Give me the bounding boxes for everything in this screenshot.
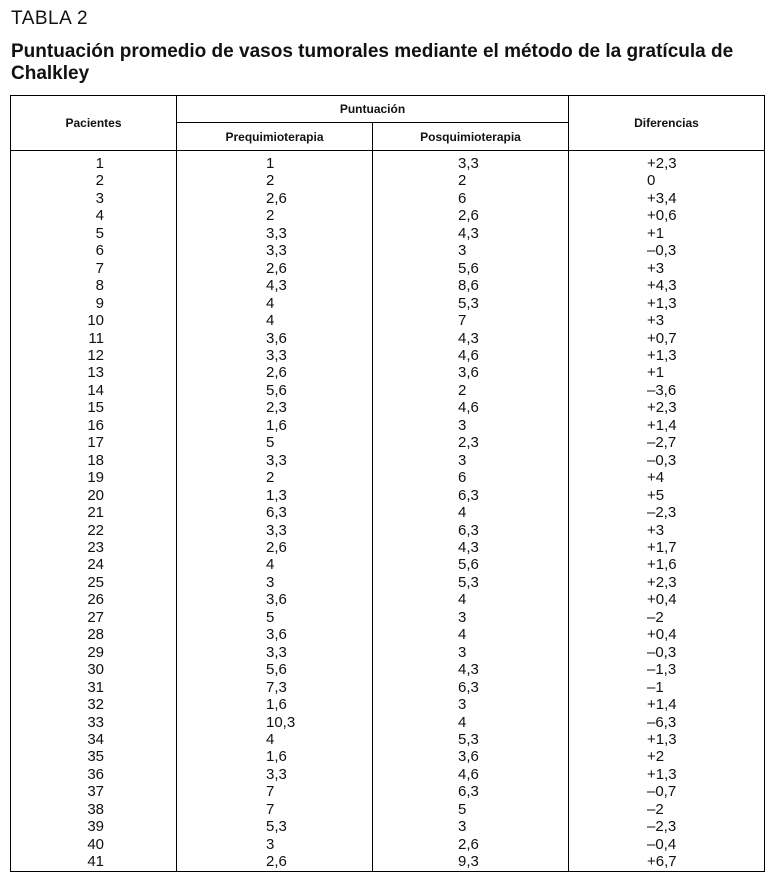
cell-difference: 0 [569,172,765,189]
cell-patient: 8 [11,277,177,294]
cell-post-score: 8,6 [373,277,569,294]
cell-patient: 29 [11,644,177,661]
cell-post-score: 2 [373,172,569,189]
cell-post-score: 3 [373,242,569,259]
header-differences: Diferencias [569,96,765,151]
cell-post-score: 6,3 [373,522,569,539]
cell-pre-score: 3,6 [177,330,373,347]
cell-patient: 4 [11,207,177,224]
cell-patient: 38 [11,801,177,818]
cell-difference: –0,7 [569,783,765,800]
cell-patient: 33 [11,714,177,731]
cell-difference: –6,3 [569,714,765,731]
cell-post-score: 3 [373,818,569,835]
cell-difference: +6,7 [569,853,765,871]
table-row [11,679,765,696]
cell-pre-score: 2,3 [177,399,373,416]
cell-difference: +0,6 [569,207,765,224]
table-row [11,469,765,486]
cell-pre-score: 3,3 [177,644,373,661]
cell-patient: 31 [11,679,177,696]
table-row [11,487,765,504]
cell-difference: –0,3 [569,452,765,469]
cell-post-score: 4 [373,504,569,521]
table-header [11,96,765,151]
cell-patient: 13 [11,364,177,381]
cell-difference: +1,7 [569,539,765,556]
cell-post-score: 6,3 [373,679,569,696]
cell-pre-score: 7,3 [177,679,373,696]
cell-difference: +1,3 [569,731,765,748]
cell-patient: 1 [11,151,177,173]
table-row [11,225,765,242]
cell-post-score: 3 [373,417,569,434]
cell-patient: 15 [11,399,177,416]
cell-patient: 3 [11,190,177,207]
cell-pre-score: 2,6 [177,853,373,871]
cell-difference: +1,4 [569,417,765,434]
cell-post-score: 4 [373,626,569,643]
table-row [11,748,765,765]
cell-pre-score: 5,3 [177,818,373,835]
cell-patient: 21 [11,504,177,521]
cell-post-score: 3 [373,452,569,469]
table-row [11,731,765,748]
cell-difference: –2 [569,609,765,626]
cell-pre-score: 2,6 [177,190,373,207]
cell-pre-score: 7 [177,783,373,800]
cell-pre-score: 2 [177,172,373,189]
cell-difference: –2 [569,801,765,818]
cell-post-score: 9,3 [373,853,569,871]
cell-difference: –0,3 [569,644,765,661]
cell-pre-score: 5,6 [177,661,373,678]
cell-difference: +2,3 [569,574,765,591]
cell-patient: 30 [11,661,177,678]
cell-pre-score: 3,3 [177,452,373,469]
cell-difference: +4,3 [569,277,765,294]
table-body [11,151,765,872]
cell-post-score: 6 [373,469,569,486]
cell-difference: +1,3 [569,766,765,783]
table-row [11,609,765,626]
cell-patient: 27 [11,609,177,626]
table-row [11,452,765,469]
cell-post-score: 2,6 [373,207,569,224]
cell-difference: +0,4 [569,626,765,643]
table-title: Puntuación promedio de vasos tumorales mediante el método de la gratícula de Chalkley [11,41,734,84]
cell-post-score: 3,6 [373,364,569,381]
cell-pre-score: 1,6 [177,696,373,713]
cell-post-score: 6 [373,190,569,207]
cell-pre-score: 3,3 [177,522,373,539]
cell-pre-score: 4 [177,556,373,573]
cell-difference: +0,4 [569,591,765,608]
cell-difference: +2,3 [569,151,765,173]
cell-patient: 7 [11,260,177,277]
cell-pre-score: 10,3 [177,714,373,731]
table-row [11,556,765,573]
cell-pre-score: 1,6 [177,417,373,434]
table-row [11,295,765,312]
cell-pre-score: 3,3 [177,225,373,242]
cell-difference: –2,3 [569,504,765,521]
cell-pre-score: 5 [177,609,373,626]
cell-patient: 28 [11,626,177,643]
table-row [11,312,765,329]
table-row [11,277,765,294]
cell-patient: 34 [11,731,177,748]
cell-post-score: 4 [373,591,569,608]
table-row [11,644,765,661]
table-row [11,766,765,783]
cell-patient: 37 [11,783,177,800]
cell-post-score: 4,6 [373,347,569,364]
cell-pre-score: 3,3 [177,766,373,783]
cell-pre-score: 4 [177,731,373,748]
cell-difference: +1 [569,225,765,242]
cell-post-score: 3 [373,696,569,713]
cell-post-score: 4,3 [373,330,569,347]
cell-post-score: 3,3 [373,151,569,173]
cell-patient: 32 [11,696,177,713]
cell-difference: +1,3 [569,347,765,364]
cell-difference: +0,7 [569,330,765,347]
table-row [11,783,765,800]
cell-pre-score: 3 [177,836,373,853]
cell-difference: –1,3 [569,661,765,678]
table-row [11,661,765,678]
table-row [11,504,765,521]
table-row [11,696,765,713]
cell-pre-score: 3,6 [177,591,373,608]
table-row [11,330,765,347]
cell-patient: 16 [11,417,177,434]
table-row [11,801,765,818]
table-row [11,242,765,259]
cell-post-score: 3,6 [373,748,569,765]
cell-difference: +2,3 [569,399,765,416]
table-row [11,853,765,871]
cell-patient: 5 [11,225,177,242]
table-row [11,260,765,277]
cell-patient: 39 [11,818,177,835]
table-row [11,382,765,399]
cell-patient: 40 [11,836,177,853]
cell-difference: –3,6 [569,382,765,399]
cell-pre-score: 1 [177,151,373,173]
cell-difference: +3 [569,312,765,329]
cell-post-score: 6,3 [373,783,569,800]
cell-pre-score: 4,3 [177,277,373,294]
table-label: TABLA 2 [11,8,89,29]
cell-patient: 2 [11,172,177,189]
cell-post-score: 3 [373,609,569,626]
data-table [10,95,765,872]
cell-difference: –2,3 [569,818,765,835]
cell-patient: 6 [11,242,177,259]
cell-difference: –0,3 [569,242,765,259]
cell-post-score: 5 [373,801,569,818]
table-row [11,574,765,591]
table-row [11,836,765,853]
cell-patient: 20 [11,487,177,504]
cell-patient: 41 [11,853,177,871]
cell-patient: 9 [11,295,177,312]
cell-pre-score: 4 [177,295,373,312]
table-row [11,818,765,835]
cell-pre-score: 3,6 [177,626,373,643]
cell-post-score: 4,3 [373,225,569,242]
cell-patient: 25 [11,574,177,591]
cell-post-score: 2 [373,382,569,399]
cell-patient: 14 [11,382,177,399]
cell-pre-score: 7 [177,801,373,818]
cell-difference: +2 [569,748,765,765]
cell-post-score: 5,3 [373,574,569,591]
cell-difference: +3 [569,260,765,277]
cell-pre-score: 1,3 [177,487,373,504]
cell-post-score: 2,6 [373,836,569,853]
cell-post-score: 3 [373,644,569,661]
cell-difference: –1 [569,679,765,696]
cell-difference: +1,6 [569,556,765,573]
cell-post-score: 5,6 [373,556,569,573]
cell-post-score: 7 [373,312,569,329]
table-row [11,522,765,539]
cell-patient: 11 [11,330,177,347]
cell-difference: –0,4 [569,836,765,853]
cell-post-score: 5,3 [373,295,569,312]
table-row [11,190,765,207]
cell-patient: 22 [11,522,177,539]
cell-post-score: 4,3 [373,539,569,556]
cell-pre-score: 3,3 [177,347,373,364]
table-row [11,151,765,173]
cell-post-score: 6,3 [373,487,569,504]
cell-difference: +4 [569,469,765,486]
cell-patient: 35 [11,748,177,765]
cell-pre-score: 2 [177,207,373,224]
table-row [11,347,765,364]
cell-difference: +1,4 [569,696,765,713]
cell-patient: 17 [11,434,177,451]
table-row [11,399,765,416]
cell-pre-score: 5,6 [177,382,373,399]
table-row [11,626,765,643]
header-pre-chemotherapy: Prequimioterapia [177,123,373,151]
cell-pre-score: 2,6 [177,260,373,277]
cell-pre-score: 2 [177,469,373,486]
cell-difference: +3 [569,522,765,539]
cell-patient: 23 [11,539,177,556]
cell-post-score: 2,3 [373,434,569,451]
table-row [11,207,765,224]
header-patients: Pacientes [11,96,177,151]
cell-pre-score: 2,6 [177,364,373,381]
cell-patient: 24 [11,556,177,573]
cell-post-score: 4 [373,714,569,731]
cell-patient: 19 [11,469,177,486]
cell-pre-score: 2,6 [177,539,373,556]
cell-pre-score: 4 [177,312,373,329]
table-row [11,591,765,608]
cell-post-score: 5,3 [373,731,569,748]
cell-post-score: 4,3 [373,661,569,678]
table-row [11,364,765,381]
table-row [11,172,765,189]
cell-patient: 12 [11,347,177,364]
cell-difference: +3,4 [569,190,765,207]
cell-patient: 36 [11,766,177,783]
table-row [11,417,765,434]
cell-post-score: 5,6 [373,260,569,277]
cell-pre-score: 6,3 [177,504,373,521]
cell-difference: –2,7 [569,434,765,451]
cell-difference: +5 [569,487,765,504]
cell-patient: 18 [11,452,177,469]
cell-pre-score: 3,3 [177,242,373,259]
cell-difference: +1,3 [569,295,765,312]
cell-pre-score: 5 [177,434,373,451]
cell-patient: 26 [11,591,177,608]
cell-post-score: 4,6 [373,399,569,416]
table-row [11,434,765,451]
table-row [11,714,765,731]
cell-pre-score: 3 [177,574,373,591]
cell-patient: 10 [11,312,177,329]
cell-difference: +1 [569,364,765,381]
header-post-chemotherapy: Posquimioterapia [373,123,569,151]
cell-post-score: 4,6 [373,766,569,783]
table-row [11,539,765,556]
cell-pre-score: 1,6 [177,748,373,765]
header-score: Puntuación [177,96,569,123]
